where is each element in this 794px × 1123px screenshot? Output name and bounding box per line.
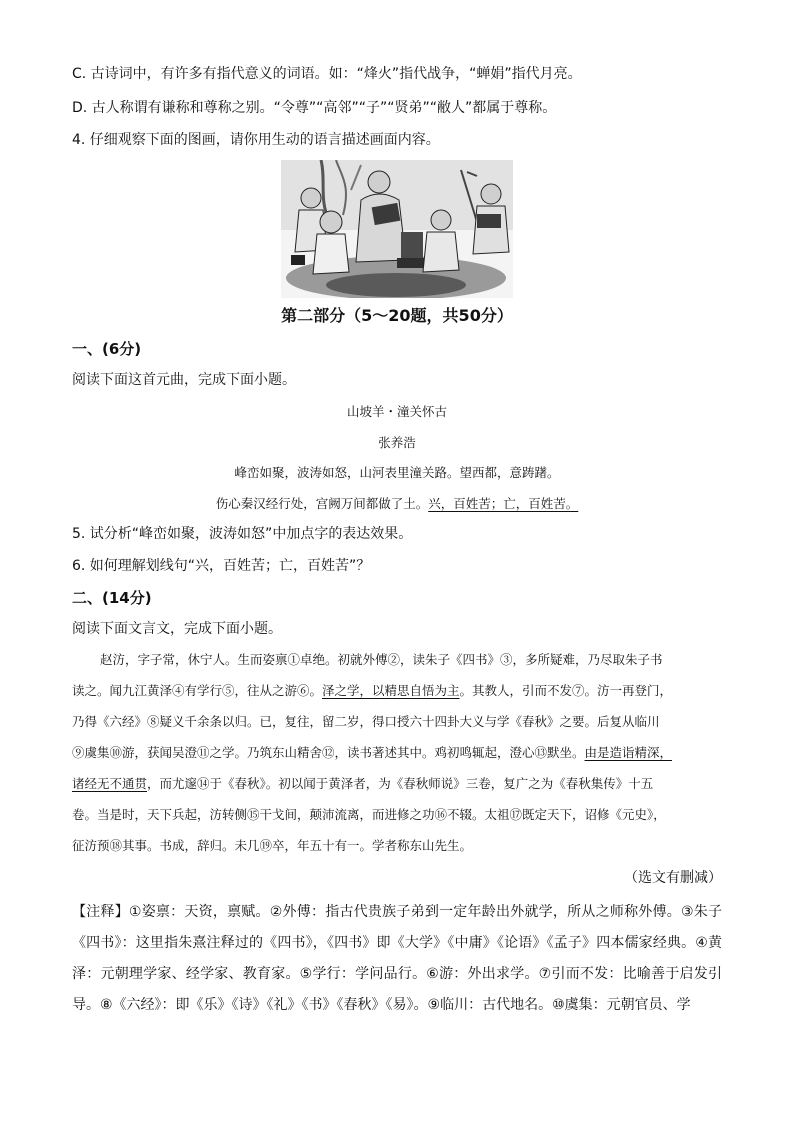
poem-line-2-part-a: 伤心秦汉经行处，宫阙万间都做了土。 <box>215 496 429 511</box>
passage-line-1: 赵汸，字子常，休宁人。生而姿禀①卓绝。初就外傅②，读朱子《四书》③，多所疑难，乃尽取朱子书 <box>100 652 663 667</box>
question-5: 5. 试分析“峰峦如聚，波涛如怒”中加点字的表达效果。 <box>72 526 413 542</box>
passage-line-5 <box>72 774 722 794</box>
option-d: D. 古人称谓有谦称和尊称之别。“令尊”“高邻”“子”“贤弟”“敝人”都属于尊称。 <box>72 100 557 116</box>
question-6: 6. 如何理解划线句“兴，百姓苦；亡，百姓苦”？ <box>72 558 371 574</box>
question-4: 4. 仔细观察下面的图画，请你用生动的语言描述画面内容。 <box>72 132 440 148</box>
poem-title: 山坡羊・潼关怀古 <box>346 404 447 419</box>
section2-heading: 二、(14分) <box>72 589 152 607</box>
passage-line-4-a: ⑨虞集⑩游，获闻吴澄⑪之学。乃筑东山精舍⑫，读书著述其中。鸡初鸣辄起，澄心⑬默坐。 <box>72 745 585 760</box>
part2-title: 第二部分（5～20题，共50分） <box>281 306 513 325</box>
source-note: （选文有删减） <box>624 870 722 886</box>
poem-underlined-sentence: 兴，百姓苦；亡，百姓苦。 <box>428 496 579 511</box>
annotations: 【注释】①姿禀：天资，禀赋。②外傅：指古代贵族子弟到一定年龄出外就学，所从之师称外傅。③朱子《四书》：这里指朱熹注释过的《四书》，《四书》即《大学》《中庸》《论语》《孟子》四本儒家经典。④黄泽：元朝理学家、经学家、教育家。⑤学行：学问品行。⑥游：外出求学。⑦引而不发：比喻善于启发引导。⑧《六经》：即《乐》《诗》《礼》《书》《春秋》《易》。⑨临川：古代地名。⑩虞集：元朝官员、学 <box>72 904 722 1013</box>
poem-line-2 <box>0 494 794 514</box>
section1-intro: 阅读下面这首元曲，完成下面小题。 <box>72 372 296 388</box>
passage-line-2-a: 读之。闻九江黄泽④有学行⑤，往从之游⑥。 <box>72 683 323 698</box>
classroom-illustration <box>281 160 513 298</box>
option-c: C. 古诗词中，有许多有指代意义的词语。如：“烽火”指代战争，“蝉娟”指代月亮。 <box>72 66 582 82</box>
passage-underline-2b: 诸经无不通贯 <box>72 776 148 791</box>
passage-line-6: 卷。当是时，天下兵起，汸转侧⑮干戈间，颠沛流离，而进修之功⑯不辍。太祖⑰既定天下，诏修《元史》， <box>72 807 666 822</box>
passage-line-4 <box>72 743 722 763</box>
section1-heading: 一、(6分) <box>72 340 142 358</box>
poem-author: 张养浩 <box>378 435 416 450</box>
passage-underline-2a: 由是造诣精深， <box>584 745 673 760</box>
passage-underline-1: 泽之学，以精思自悟为主 <box>322 683 460 698</box>
poem-line-1: 峰峦如聚，波涛如怒，山河表里潼关路。望西都，意踌躇。 <box>234 465 560 480</box>
passage-line-3: 乃得《六经》⑧疑义千余条以归。已，复往，留二岁，得口授六十四卦大义与学《春秋》之要。后复从临川 <box>72 714 660 729</box>
passage-line-5-b: ，而尤邃⑭于《春秋》。初以闻于黄泽者，为《春秋师说》三卷，复广之为《春秋集传》十五 <box>147 776 654 791</box>
passage-line-2-c: 。其教人，引而不发⑦。汸一再登门， <box>459 683 673 698</box>
section2-intro: 阅读下面文言文，完成下面小题。 <box>72 621 282 637</box>
passage-line-2 <box>72 681 722 701</box>
passage-line-7: 征汸预⑱其事。书成，辞归。未几⑲卒，年五十有一。学者称东山先生。 <box>72 838 473 853</box>
